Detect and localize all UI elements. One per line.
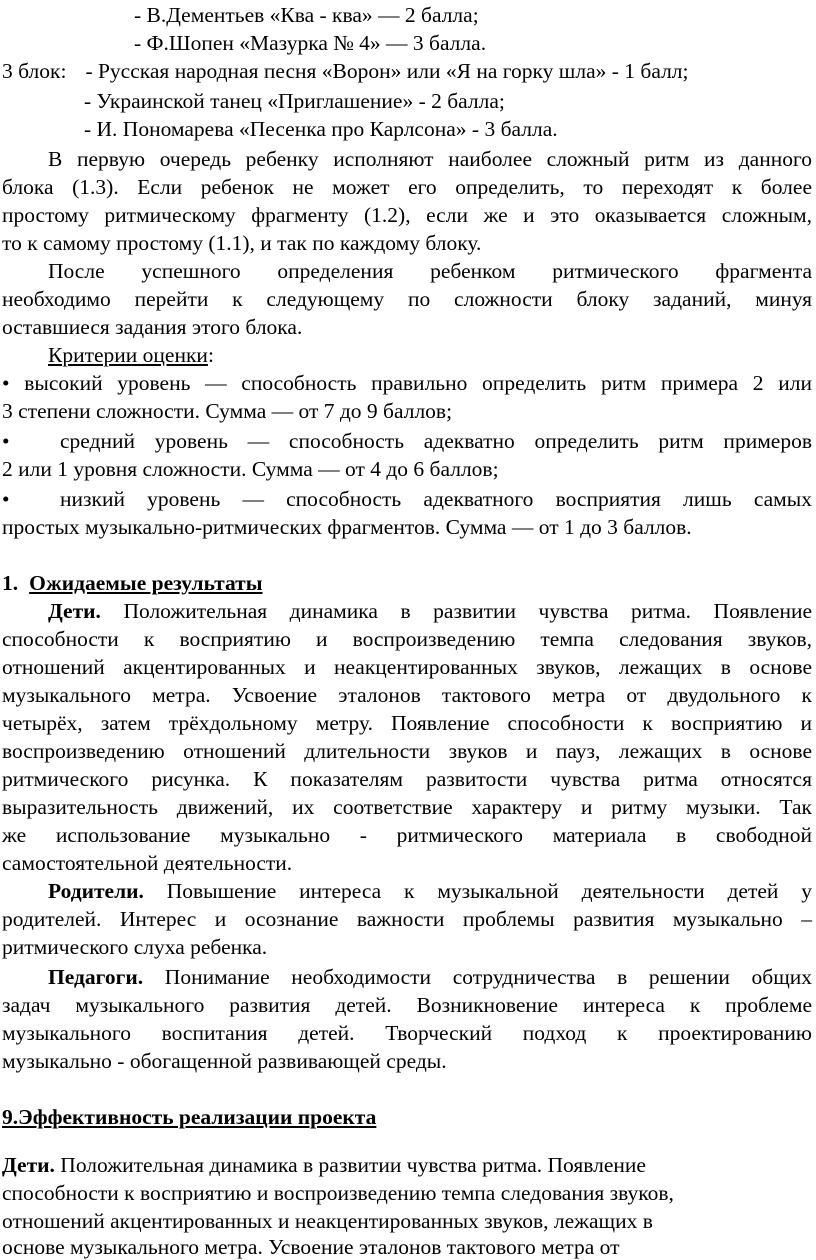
block3-line1 bbox=[2, 58, 689, 84]
section8-kids-line7: ритмического рисунка. К показателям развитости чувства ритма относятся bbox=[2, 767, 812, 791]
section8-kids-label: Дети. bbox=[48, 599, 101, 623]
section8-teachers-label: Педагоги. bbox=[48, 965, 144, 989]
block3-item3: - И. Пономарева «Песенка про Карлсона» - 3 балла. bbox=[84, 117, 558, 141]
block2-item3: - Ф.Шопен «Мазурка № 4» — 3 балла. bbox=[134, 31, 487, 55]
section8-kids-line10: самостоятельной деятельности. bbox=[2, 851, 293, 875]
section8-parents-label: Родители. bbox=[48, 879, 144, 903]
section8-parents-line1: Родители. Повышение интереса к музыкальной деятельности детей у bbox=[48, 879, 812, 903]
section8-kids-line4: музыкального метра. Усвоение эталонов тактового метра от двудольного к bbox=[2, 683, 812, 707]
criteria-high-line1: • высокий уровень — способность правильно определить ритм примера 2 или bbox=[2, 371, 812, 395]
section8-kids-line8: выразительность движений, их соответствие характеру и ритму музыки. Так bbox=[2, 795, 812, 819]
criteria-colon: : bbox=[207, 343, 214, 367]
section9-kids-line1: Дети. Положительная динамика в развитии чувства ритма. Появление bbox=[2, 1153, 646, 1177]
section8-parents-line3: ритмического слуха ребенка. bbox=[2, 935, 268, 959]
block3-item1: - Русская народная песня «Ворон» или «Я на горку шла» - 1 балл; bbox=[85, 59, 689, 83]
criteria-mid-line2: 2 или 1 уровня сложности. Сумма — от 4 до 6 баллов; bbox=[2, 457, 499, 481]
para-order-line3: простому ритмическому фрагменту (1.2), если же и это оказывается сложным, bbox=[2, 203, 812, 227]
block3-item2: - Украинской танец «Приглашение» - 2 балла; bbox=[84, 89, 505, 113]
criteria-heading bbox=[48, 342, 214, 368]
section8-parents-line2: родителей. Интерес и осознание важности проблемы развития музыкально – bbox=[2, 907, 812, 931]
para-next-line2: необходимо перейти к следующему по сложности блоку заданий, минуя bbox=[2, 287, 812, 311]
para-next-line3: оставшиеся задания этого блока. bbox=[2, 315, 303, 339]
section8-teachers-line2: задач музыкального развития детей. Возникновение интереса к проблеме bbox=[2, 993, 812, 1017]
section8-kids-line9: же использование музыкально - ритмического материала в свободной bbox=[2, 823, 812, 847]
criteria-low-line2: простых музыкально-ритмических фрагментов. Сумма — от 1 до 3 баллов. bbox=[2, 515, 692, 539]
criteria-low-bullet: • bbox=[2, 487, 10, 511]
section8-kids-line3: отношений акцентированных и неакцентированных звуков, лежащих в основе bbox=[2, 655, 812, 679]
section8-teachers-line4: музыкально - обогащенной развивающей среды. bbox=[2, 1049, 447, 1073]
block3-label: 3 блок: bbox=[2, 59, 67, 83]
section9-kids-line4: основе музыкального метра. Усвоение эталонов тактового метра от bbox=[2, 1235, 620, 1259]
section9-title: 9.Эффективность реализации проекта bbox=[2, 1105, 377, 1129]
section8-kids-line1: Дети. Положительная динамика в развитии чувства ритма. Появление bbox=[48, 599, 812, 623]
para-order-line2: блока (1.3). Если ребенок не может его определить, то переходят к более bbox=[2, 175, 812, 199]
para-order-line4: то к самому простому (1.1), и так по каждому блоку. bbox=[2, 231, 482, 255]
section8-kids-line6: воспроизведению отношений длительности звуков и пауз, лежащих в основе bbox=[2, 739, 812, 763]
criteria-mid-bullet: • bbox=[2, 429, 10, 453]
section9-kids-label: Дети. bbox=[2, 1153, 55, 1177]
section8-teachers-line3: музыкального воспитания детей. Творческий подход к проектированию bbox=[2, 1021, 812, 1045]
section8-teachers-line1: Педагоги. Понимание необходимости сотрудничества в решении общих bbox=[48, 965, 813, 989]
criteria-low-line1: низкий уровень — способность адекватного восприятия лишь самых bbox=[60, 487, 812, 511]
criteria-title: Критерии оценки bbox=[48, 343, 208, 367]
section8-heading bbox=[2, 570, 263, 596]
section8-number: 1. bbox=[2, 571, 19, 595]
block2-item2: - В.Дементьев «Ква - ква» — 2 балла; bbox=[134, 3, 479, 27]
section9-kids-line2: способности к восприятию и воспроизведению темпа следования звуков, bbox=[2, 1181, 674, 1205]
para-order-line1: В первую очередь ребенку исполняют наиболее сложный ритм из данного bbox=[48, 147, 812, 171]
section8-title: Ожидаемые результаты bbox=[29, 571, 263, 595]
section9-kids-line3: отношений акцентированных и неакцентированных звуков, лежащих в bbox=[2, 1209, 653, 1233]
para-next-line1: После успешного определения ребенком ритмического фрагмента bbox=[48, 259, 812, 283]
criteria-mid-line1: средний уровень — способность адекватно определить ритм примеров bbox=[60, 429, 812, 453]
section8-kids-line5: четырёх, затем трёхдольному метру. Появление способности к восприятию и bbox=[2, 711, 812, 735]
criteria-high-line2: 3 степени сложности. Сумма — от 7 до 9 баллов; bbox=[2, 399, 453, 423]
section8-kids-line2: способности к восприятию и воспроизведению темпа следования звуков, bbox=[2, 627, 812, 651]
